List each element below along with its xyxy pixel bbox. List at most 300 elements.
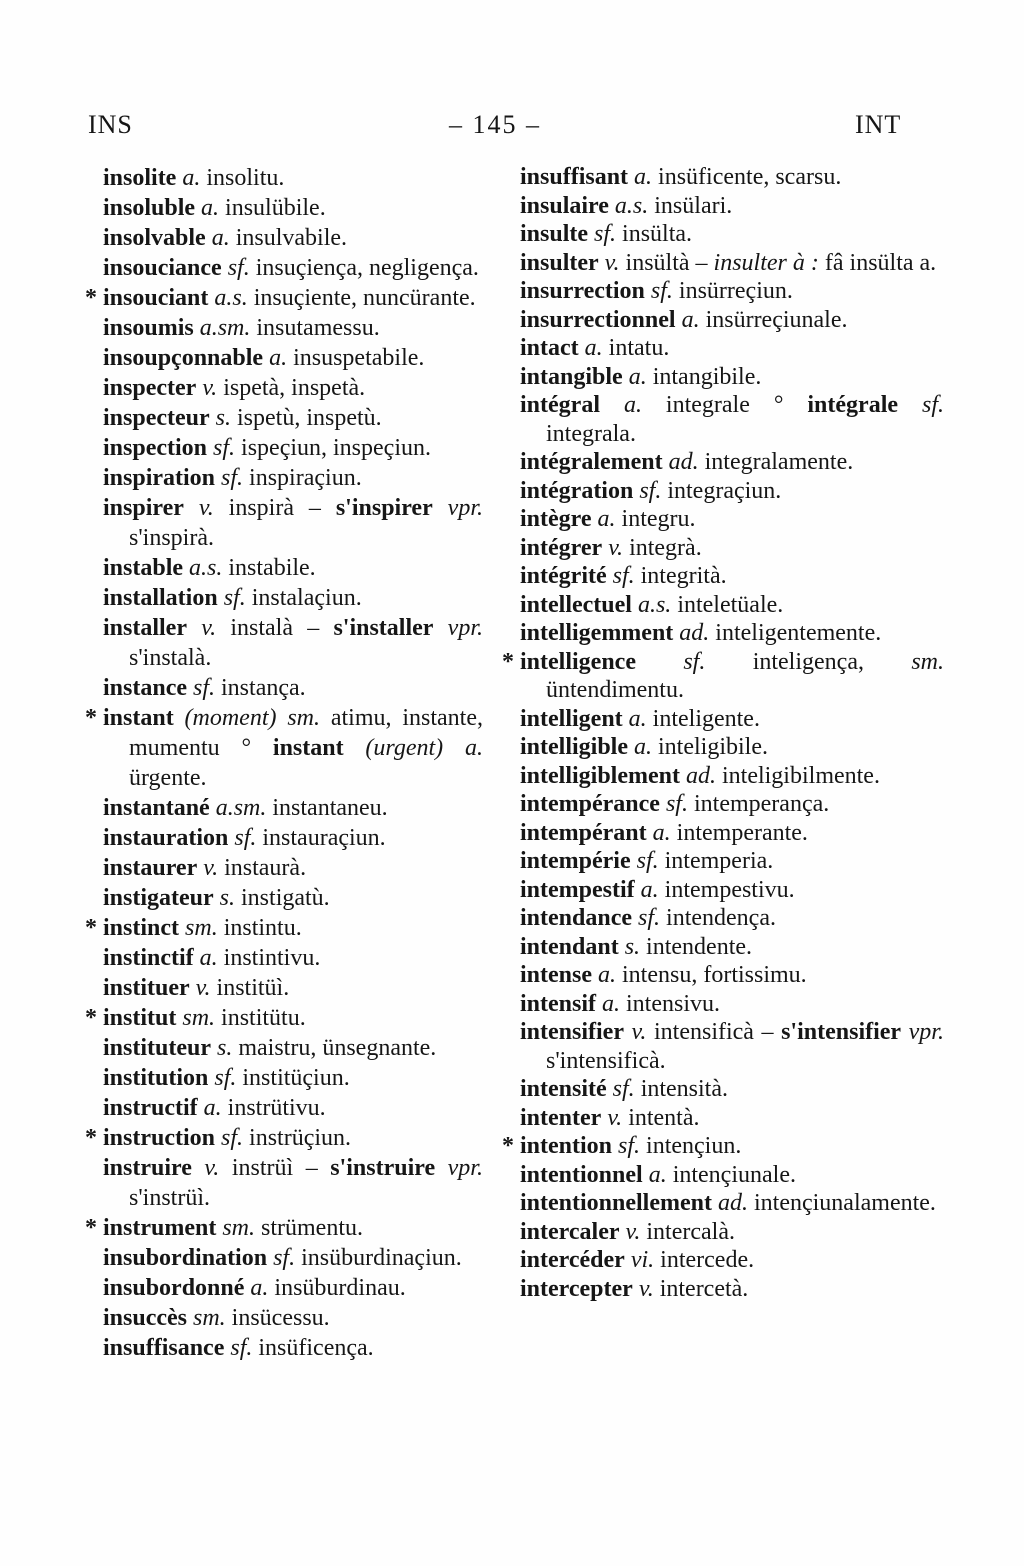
pos-abbrev: sf. (217, 585, 246, 611)
dictionary-entry (103, 1063, 483, 1093)
translation-text: integraçiun. (661, 477, 782, 504)
dictionary-entry (520, 1189, 944, 1218)
dictionary-entry (103, 613, 483, 673)
headword: intégration (520, 477, 634, 504)
dictionary-entry (520, 876, 944, 905)
dictionary-entry (103, 193, 483, 223)
headword: intention (520, 1133, 613, 1159)
dictionary-entry (520, 904, 944, 933)
dictionary-entry (85, 1123, 483, 1153)
translation-text: inspiraçiun. (243, 465, 362, 491)
pos-abbrev: s. (209, 405, 231, 431)
dictionary-entry (85, 703, 483, 793)
translation-text: integru. (615, 506, 696, 532)
headword: s'installer (333, 615, 434, 641)
headword: s'inspirer (335, 495, 433, 521)
translation-text: insuspetabile. (287, 345, 425, 371)
headword: instrument (103, 1215, 217, 1241)
pos-abbrev: a.s. (208, 285, 248, 311)
headword: insulaire (520, 192, 609, 219)
dictionary-entry (103, 583, 483, 613)
translation-text: intercetà. (653, 1275, 749, 1302)
star-marker: * (85, 285, 97, 311)
pos-abbrev: (urgent) a. (343, 735, 483, 761)
headword: instantané (103, 795, 210, 821)
translation-text: üntendimentu. (546, 677, 684, 703)
headword: intentionnellement (520, 1190, 712, 1216)
translation-text: insulvabile. (229, 225, 348, 251)
pos-abbrev: a. (578, 335, 603, 361)
pos-abbrev: sf. (633, 477, 662, 504)
dictionary-entry (520, 249, 944, 278)
pos-abbrev: sf. (612, 1133, 641, 1159)
pos-abbrev: sf. (606, 563, 635, 589)
headword: inspecteur (103, 405, 210, 431)
dictionary-entry (103, 853, 483, 883)
pos-abbrev: vi. (624, 1247, 655, 1273)
pos-abbrev: ad. (662, 449, 699, 475)
pos-abbrev: a. (592, 962, 616, 988)
translation-text: inteligibile. (652, 734, 768, 760)
headword: insouciance (103, 255, 222, 281)
pos-abbrev: sm. (176, 1005, 216, 1031)
headword: intelligence (520, 648, 636, 675)
translation-text: intempestivu. (658, 876, 795, 903)
dictionary-entry (520, 733, 944, 762)
headword: instinct (103, 915, 180, 941)
dictionary-entry (520, 1018, 944, 1075)
headword: intempérie (520, 848, 631, 874)
pos-abbrev: sm. (187, 1305, 226, 1331)
headword: intelligible (520, 734, 628, 760)
pos-abbrev: a. (193, 945, 218, 971)
dictionary-entry (520, 391, 944, 448)
pos-abbrev: v. (197, 855, 219, 881)
translation-text: maistru, ünsegnante. (232, 1035, 437, 1061)
translation-text: inteligente. (646, 705, 760, 732)
dictionary-entry (520, 990, 944, 1019)
headword: intact (520, 335, 579, 361)
headword: installer (103, 615, 187, 641)
dictionary-entry (85, 913, 483, 943)
page-number: – 145 – (449, 110, 541, 139)
dictionary-entry (85, 1213, 483, 1243)
dictionary-entry (103, 403, 483, 433)
translation-text: institüçiun. (236, 1065, 350, 1091)
headword: s'intensifier (781, 1019, 902, 1045)
pos-abbrev: a. (628, 734, 652, 760)
translation-text: s'instalà. (129, 645, 212, 671)
pos-abbrev: v. (632, 1275, 654, 1302)
dictionary-entry (103, 1093, 483, 1123)
dictionary-entry (520, 277, 944, 306)
headword: intendant (520, 933, 619, 960)
translation-text: institütu. (215, 1005, 306, 1031)
translation-text: insüburdinau. (268, 1275, 406, 1301)
pos-abbrev: ad. (673, 620, 710, 646)
translation-text: ispeçiun, inspeçiun. (235, 435, 431, 461)
dictionary-entry (103, 493, 483, 553)
guide-word-left: INS (88, 110, 133, 139)
translation-text: intensu, fortissimu. (616, 962, 807, 988)
pos-abbrev: s. (618, 933, 641, 960)
pos-abbrev: sf. (898, 392, 944, 418)
headword: intangible (520, 363, 623, 390)
dictionary-entry (103, 313, 483, 343)
translation-text: instrüì – (219, 1155, 331, 1181)
headword: instance (103, 675, 187, 701)
headword: insubordonné (103, 1275, 245, 1301)
translation-text: instantaneu. (266, 795, 388, 821)
pos-abbrev: a. (263, 345, 288, 371)
pos-abbrev: s. (213, 885, 236, 911)
dictionary-entry (103, 673, 483, 703)
headword: intensité (520, 1076, 607, 1102)
dictionary-entry (85, 1003, 483, 1033)
headword: intense (520, 962, 592, 988)
headword: institut (103, 1005, 177, 1031)
pos-abbrev: v. (602, 534, 624, 561)
translation-text: insülari. (648, 192, 733, 219)
left-column (85, 163, 483, 1363)
pos-abbrev: v. (196, 375, 218, 401)
dictionary-entry (520, 477, 944, 506)
star-marker: * (85, 1005, 97, 1031)
translation-text: instabile. (222, 555, 316, 581)
pos-abbrev: sf. (221, 255, 250, 281)
dictionary-entry (103, 253, 483, 283)
pos-abbrev: v. (187, 615, 217, 641)
headword: intégrale (807, 392, 899, 418)
pos-abbrev: sf. (588, 221, 617, 247)
pos-abbrev: sf. (632, 905, 661, 931)
pos-abbrev: a.s. (608, 192, 649, 219)
translation-text: intentà. (622, 1104, 700, 1131)
pos-abbrev: v. (601, 1104, 623, 1131)
headword: instant (272, 735, 344, 761)
dictionary-entry (103, 793, 483, 823)
pos-abbrev: sf. (606, 1076, 635, 1102)
dictionary-entry (520, 363, 944, 392)
pos-abbrev: a. (675, 306, 700, 333)
translation-text: inspirà – (213, 495, 336, 521)
headword: intelligemment (520, 620, 674, 646)
translation-text: intemperante. (670, 819, 808, 846)
pos-abbrev: v. (183, 495, 214, 521)
pos-abbrev: sm. (911, 648, 945, 675)
translation-text: fâ insülta a. (818, 249, 937, 276)
translation-text: insulübile. (219, 195, 326, 221)
dictionary-entry (520, 1246, 944, 1275)
headword: intendance (520, 905, 633, 931)
translation-text: insuçiente, nuncürante. (247, 285, 476, 311)
dictionary-entry (520, 1104, 944, 1133)
dictionary-entry (520, 334, 944, 363)
dictionary-entry (520, 705, 944, 734)
pos-abbrev: sf. (208, 1065, 237, 1091)
pos-abbrev: sf. (228, 825, 257, 851)
pos-abbrev: vpr. (901, 1019, 944, 1045)
dictionary-entry (103, 433, 483, 463)
headword: intercepter (520, 1275, 633, 1302)
dictionary-entry (103, 373, 483, 403)
headword: instant (103, 705, 174, 731)
translation-text: integralamente. (698, 449, 854, 475)
dictionary-entry (520, 562, 944, 591)
dictionary-entry (103, 883, 483, 913)
headword: insulter (520, 249, 599, 276)
translation-text: instintu. (217, 915, 302, 941)
headword: intensifier (520, 1019, 624, 1045)
pos-abbrev: a. (634, 876, 659, 903)
headword: insuccès (103, 1305, 187, 1331)
translation-text: intençiun. (640, 1133, 742, 1159)
dictionary-entry (103, 553, 483, 583)
dictionary-entry (103, 1153, 483, 1213)
translation-text: intendença. (660, 905, 776, 931)
translation-text: intensificà – (646, 1019, 782, 1045)
dictionary-entry (520, 534, 944, 563)
headword: insoumis (103, 315, 194, 341)
translation-text: integrà. (623, 534, 702, 561)
translation-text: intercalà. (640, 1218, 735, 1245)
translation-text: insolitu. (200, 165, 285, 191)
headword: instruire (103, 1155, 192, 1181)
pos-abbrev: a. (176, 165, 201, 191)
pos-abbrev: ad. (679, 762, 716, 789)
headword: intenter (520, 1104, 602, 1131)
headword: instauration (103, 825, 229, 851)
headword: intelligent (520, 705, 623, 732)
translation-text: intemperança. (687, 791, 830, 817)
pos-abbrev: vpr. (433, 615, 483, 641)
translation-text: instrütivu. (221, 1095, 326, 1121)
star-marker: * (502, 648, 514, 675)
headword: insolite (103, 165, 177, 191)
headword: instituteur (103, 1035, 211, 1061)
dictionary-entry (520, 619, 944, 648)
translation-text: intensivu. (620, 990, 721, 1017)
translation-text: insürreçiun. (672, 278, 793, 304)
dictionary-entry (520, 448, 944, 477)
translation-text: intendente. (640, 933, 753, 960)
translation-text: insücessu. (225, 1305, 330, 1331)
page-header (0, 110, 1024, 144)
dictionary-entry (520, 591, 944, 620)
pos-abbrev: a. (596, 990, 621, 1017)
translation-text: insutamessu. (250, 315, 380, 341)
translation-text: intençiunale. (666, 1161, 796, 1188)
headword: instaurer (103, 855, 198, 881)
headword: intercaler (520, 1218, 620, 1245)
headword: intentionnel (520, 1161, 643, 1188)
translation-text: insüficença. (252, 1335, 374, 1361)
pos-abbrev: a.s. (183, 555, 223, 581)
headword: inspirer (103, 495, 184, 521)
dictionary-entry (103, 973, 483, 1003)
pos-abbrev: a. (646, 819, 671, 846)
pos-abbrev: ad. (712, 1190, 748, 1216)
headword: intégrer (520, 534, 603, 561)
pos-abbrev: a.sm. (193, 315, 251, 341)
pos-abbrev: v. (191, 1155, 220, 1181)
pos-abbrev: v. (619, 1218, 641, 1245)
headword: instigateur (103, 885, 214, 911)
right-column (502, 163, 945, 1303)
pos-abbrev: v. (598, 249, 620, 276)
dictionary-entry (520, 762, 944, 791)
translation-text: instintivu. (217, 945, 321, 971)
dictionary-entry (520, 1075, 944, 1104)
translation-text: integrità. (634, 563, 727, 589)
dictionary-entry (520, 1218, 944, 1247)
pos-abbrev: a.sm. (209, 795, 267, 821)
dictionary-entry (520, 192, 944, 221)
dictionary-entry (103, 163, 483, 193)
pos-abbrev: a. (622, 705, 647, 732)
translation-text: insülta. (616, 221, 693, 247)
translation-text: insültà – (619, 249, 714, 276)
pos-abbrev: a. (628, 164, 653, 190)
translation-text: s'inspirà. (129, 525, 214, 551)
pos-abbrev: sf. (644, 278, 673, 304)
translation-text: inteligença, (705, 648, 912, 675)
headword: insolvable (103, 225, 206, 251)
dictionary-entry (520, 163, 944, 192)
dictionary-entry (520, 933, 944, 962)
star-marker: * (502, 1133, 514, 1159)
pos-abbrev: a. (244, 1275, 269, 1301)
headword: inspection (103, 435, 208, 461)
pos-abbrev: a. (642, 1161, 667, 1188)
translation-text: instalaçiun. (245, 585, 362, 611)
pos-abbrev: sf. (267, 1245, 296, 1271)
headword: installation (103, 585, 218, 611)
headword: insubordination (103, 1245, 268, 1271)
pos-abbrev: sf. (207, 435, 236, 461)
pos-abbrev: a. (599, 392, 642, 418)
headword: s'instruire (330, 1155, 436, 1181)
translation-text: ispetà, inspetà. (217, 375, 366, 401)
dictionary-entry (103, 1303, 483, 1333)
headword: intempestif (520, 876, 635, 903)
dictionary-entry (520, 505, 944, 534)
translation-text: s'instrüì. (129, 1185, 210, 1211)
translation-text: intemperia. (658, 848, 774, 874)
dictionary-entry (103, 823, 483, 853)
headword: inspecter (103, 375, 197, 401)
headword: institution (103, 1065, 209, 1091)
headword: insurrection (520, 278, 645, 304)
dictionary-entry (520, 1275, 944, 1304)
dictionary-entry (103, 343, 483, 373)
headword: intensif (520, 990, 597, 1017)
translation-text: integrala. (546, 420, 636, 447)
translation-text: insuçiença, negligença. (249, 255, 479, 281)
headword: intégralement (520, 449, 663, 475)
pos-abbrev: sf. (659, 791, 688, 817)
headword: insulte (520, 221, 589, 247)
headword: insurrectionnel (520, 306, 676, 333)
headword: instruction (103, 1125, 216, 1151)
translation-text: inteligibilmente. (715, 762, 880, 789)
pos-abbrev: sf. (215, 1125, 244, 1151)
translation-text: insüficente, scarsu. (652, 164, 842, 190)
translation-text: insürreçiunale. (699, 306, 848, 333)
pos-abbrev: vpr. (432, 495, 483, 521)
pos-abbrev: sf. (224, 1335, 253, 1361)
translation-text: intatu. (602, 335, 670, 361)
headword: intempérance (520, 791, 660, 817)
headword: instable (103, 555, 184, 581)
translation-text: atimu, instante, mumentu ° (129, 705, 483, 761)
translation-text: ürgente. (129, 765, 207, 791)
translation-text: instalà – (216, 615, 334, 641)
dictionary-entry (520, 961, 944, 990)
pos-abbrev: vpr. (435, 1155, 483, 1181)
headword: intercéder (520, 1247, 625, 1273)
translation-text: insüburdinaçiun. (295, 1245, 462, 1271)
dictionary-entry (520, 220, 944, 249)
pos-abbrev: sf. (630, 848, 659, 874)
dictionary-entry (85, 283, 483, 313)
star-marker: * (85, 705, 97, 731)
translation-text: ispetù, inspetù. (231, 405, 382, 431)
translation-text: s'intensificà. (546, 1047, 666, 1074)
headword: insuffisance (103, 1335, 225, 1361)
star-marker: * (85, 915, 97, 941)
headword: intégrité (520, 563, 607, 589)
headword: intempérant (520, 819, 647, 846)
guide-word-right: INT (855, 110, 902, 139)
pos-abbrev: s. (211, 1035, 233, 1061)
dictionary-entry (520, 790, 944, 819)
dictionary-entry (103, 1273, 483, 1303)
dictionary-entry (520, 1161, 944, 1190)
headword: insuffisant (520, 164, 629, 190)
pos-abbrev: (moment) sm. (173, 705, 321, 731)
star-marker: * (85, 1125, 97, 1151)
dictionary-entry (502, 648, 945, 705)
dictionary-entry (103, 1243, 483, 1273)
translation-text: instauraçiun. (256, 825, 386, 851)
headword: instituer (103, 975, 190, 1001)
translation-text: instrüçiun. (243, 1125, 352, 1151)
dictionary-entry (520, 306, 944, 335)
pos-abbrev: v. (189, 975, 211, 1001)
dictionary-entry (103, 943, 483, 973)
translation-text: instigatù. (235, 885, 330, 911)
headword: insoluble (103, 195, 196, 221)
headword: intégral (520, 392, 600, 418)
translation-text: instaurà. (218, 855, 307, 881)
pos-abbrev: a. (622, 363, 647, 390)
translation-text: intensità. (634, 1076, 729, 1102)
pos-abbrev: sf. (215, 465, 244, 491)
translation-text: inteletüale. (671, 591, 784, 618)
pos-abbrev: sf. (635, 648, 706, 675)
headword: intellectuel (520, 591, 632, 618)
translation-text: institüì. (210, 975, 290, 1001)
dictionary-entry (520, 847, 944, 876)
pos-abbrev: a.s. (631, 591, 672, 618)
pos-abbrev: sf. (187, 675, 216, 701)
pos-abbrev: v. (623, 1019, 647, 1045)
headword: inspiration (103, 465, 216, 491)
headword: instructif (103, 1095, 198, 1121)
dictionary-entry (520, 819, 944, 848)
headword: intègre (520, 506, 592, 532)
